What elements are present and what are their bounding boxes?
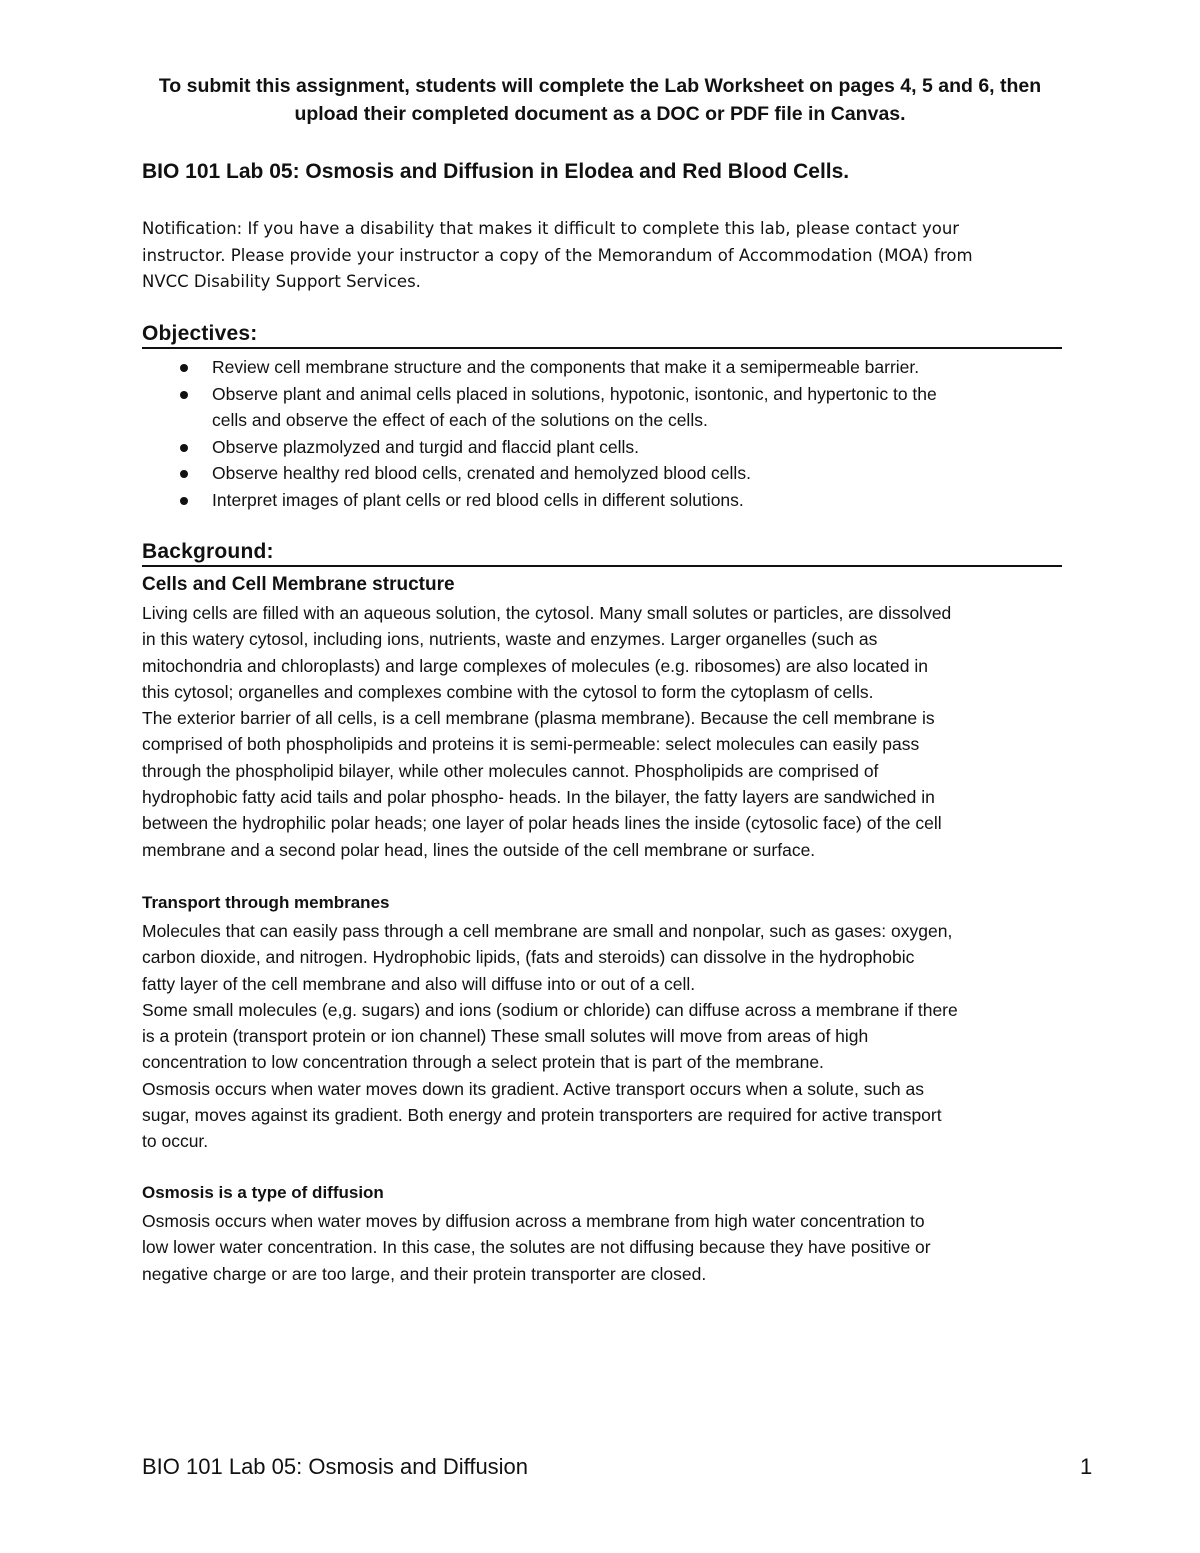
subsection-body <box>142 918 1072 1155</box>
body-line: Osmosis occurs when water moves by diffusion across a membrane from high water concentration to <box>142 1211 925 1231</box>
bullet-icon <box>180 470 188 478</box>
submission-instructions-line: upload their completed document as a DOC or PDF file in Canvas. <box>294 103 906 125</box>
notification-line: Notification: If you have a disability that makes it difficult to complete this lab, please contact your <box>142 219 960 238</box>
body-line: in this watery cytosol, including ions, nutrients, waste and enzymes. Larger organelles (such as <box>142 629 878 650</box>
bullet-icon <box>180 444 188 452</box>
body-line: Osmosis occurs when water moves down its gradient. Active transport occurs when a solute, such as <box>142 1078 925 1099</box>
body-line: to occur. <box>142 1131 209 1152</box>
body-line: low lower water concentration. In this case, the solutes are not diffusing because they have positive or <box>142 1237 931 1258</box>
objectives-list <box>142 354 1062 513</box>
body-line: The exterior barrier of all cells, is a cell membrane (plasma membrane). Because the cell membrane is <box>142 708 935 729</box>
list-item-text: Interpret images of plant cells or red blood cells in different solutions. <box>212 489 744 510</box>
footer-title: BIO 101 Lab 05: Osmosis and Diffusion <box>142 1454 529 1479</box>
body-line: Some small molecules (e,g. sugars) and ions (sodium or chloride) can diffuse across a membrane if there <box>142 999 958 1020</box>
objectives-heading: Objectives: <box>142 322 1062 349</box>
body-line: membrane and a second polar head, lines the outside of the cell membrane or surface. <box>142 839 816 860</box>
body-line: comprised of both phospholipids and proteins it is semi-permeable: select molecules can easily pass <box>142 734 920 755</box>
list-item-text: Review cell membrane structure and the components that make it a semipermeable barrier. <box>212 357 920 377</box>
list-item <box>142 460 1062 487</box>
list-item-text: Observe plazmolyzed and turgid and flaccid plant cells. <box>212 436 640 457</box>
body-line: is a protein (transport protein or ion channel) These small solutes will move from areas of high <box>142 1026 869 1047</box>
disability-notification <box>142 216 1062 296</box>
background-heading: Background: <box>142 540 1062 567</box>
body-line: negative charge or are too large, and their protein transporter are closed. <box>142 1263 707 1284</box>
bullet-icon <box>180 497 188 505</box>
body-line: Living cells are filled with an aqueous solution, the cytosol. Many small solutes or particles, are dissolved <box>142 603 952 623</box>
submission-instructions <box>100 72 1100 128</box>
list-item <box>142 354 1062 381</box>
subsection-body <box>142 1208 1072 1287</box>
body-line: sugar, moves against its gradient. Both energy and protein transporters are required for active transport <box>142 1105 942 1126</box>
bullet-icon <box>180 391 188 399</box>
list-item <box>142 487 1062 514</box>
bullet-icon <box>180 364 188 372</box>
list-item <box>142 434 1062 461</box>
body-line: concentration to low concentration through a select protein that is part of the membrane. <box>142 1052 824 1073</box>
body-line: through the phospholipid bilayer, while other molecules cannot. Phospholipids are comprised of <box>142 760 879 781</box>
submission-instructions-line: To submit this assignment, students will complete the Lab Worksheet on pages 4, 5 and 6, then <box>158 75 1042 97</box>
list-item <box>142 381 1062 434</box>
body-line: mitochondria and chloroplasts) and large complexes of molecules (e.g. ribosomes) are also located in <box>142 655 928 676</box>
body-line: hydrophobic fatty acid tails and polar phospho- heads. In the bilayer, the fatty layers are sandwiched in <box>142 787 935 808</box>
body-line: between the hydrophilic polar heads; one layer of polar heads lines the inside (cytosolic face) of the cell <box>142 813 942 834</box>
list-item-text: cells and observe the effect of each of the solutions on the cells. <box>212 410 708 430</box>
body-line: Molecules that can easily pass through a cell membrane are small and nonpolar, such as gases: oxygen, <box>142 921 953 941</box>
body-line: fatty layer of the cell membrane and also will diffuse into or out of a cell. <box>142 973 696 994</box>
notification-line: NVCC Disability Support Services. <box>142 272 421 291</box>
subsection-title: Osmosis is a type of diffusion <box>142 1183 384 1202</box>
page-number: 1 <box>1080 1454 1093 1479</box>
subsection-title: Transport through membranes <box>142 893 390 912</box>
notification-line: instructor. Please provide your instructor a copy of the Memorandum of Accommodation (MOA) from <box>142 245 973 265</box>
body-line: carbon dioxide, and nitrogen. Hydrophobic lipids, (fats and steroids) can dissolve in the hydrophobic <box>142 947 915 968</box>
subsection-title: Cells and Cell Membrane structure <box>142 574 455 595</box>
list-item-text: Observe plant and animal cells placed in solutions, hypotonic, isontonic, and hypertonic to the <box>212 383 937 404</box>
subsection-body <box>142 600 1072 863</box>
body-line: this cytosol; organelles and complexes combine with the cytosol to form the cytoplasm of cells. <box>142 681 874 702</box>
lab-title: BIO 101 Lab 05: Osmosis and Diffusion in Elodea and Red Blood Cells. <box>142 160 850 183</box>
list-item-text: Observe healthy red blood cells, crenated and hemolyzed blood cells. <box>212 463 751 483</box>
